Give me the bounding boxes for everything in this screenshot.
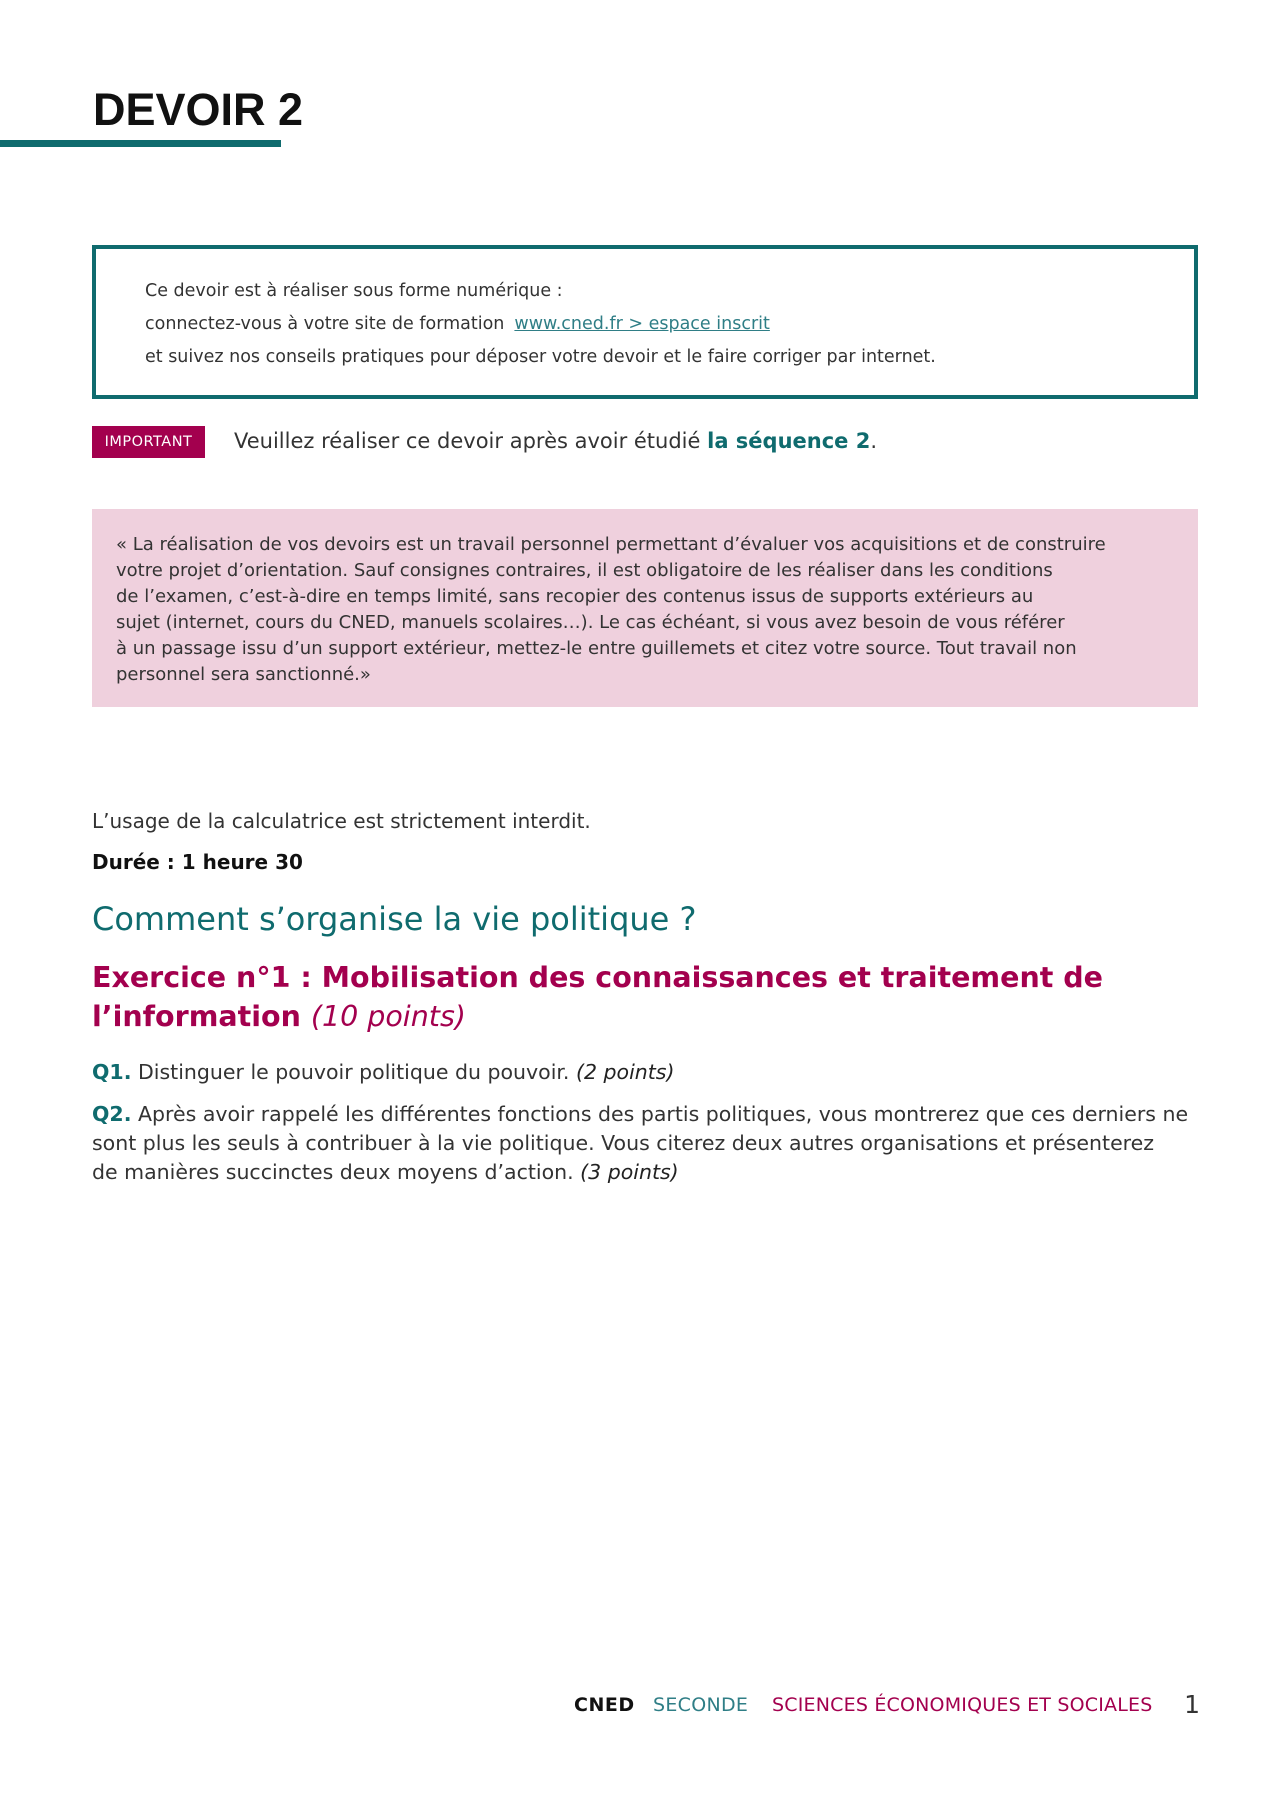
info-line-3: et suivez nos conseils pratiques pour déposer votre devoir et le faire corriger par internet. (145, 347, 936, 367)
question-2-line-3: de manières succinctes deux moyens d’action. (92, 1160, 581, 1184)
page-title: DEVOIR 2 (93, 84, 304, 135)
exercise-points: (10 points) (310, 1000, 466, 1033)
quote-line: sujet (internet, cours du CNED, manuels scolaires…). Le cas échéant, si vous avez besoin de vous référer (116, 612, 1065, 633)
question-2 (92, 1100, 1188, 1187)
section-title: Comment s’organise la vie politique ? (92, 900, 697, 938)
question-1-text: Distinguer le pouvoir politique du pouvoir. (131, 1060, 576, 1084)
exercise-title-text: Exercice n°1 : Mobilisation des connaissances et traitement de l’information (92, 961, 1104, 1033)
title-underline (0, 140, 281, 147)
footer-org: CNED (574, 1694, 635, 1716)
question-2-number: Q2. (92, 1102, 132, 1126)
important-notice (234, 424, 877, 458)
info-line-2 (145, 308, 1194, 341)
important-text-before: Veuillez réaliser ce devoir après avoir étudié (234, 429, 708, 453)
quote-line: à un passage issu d’un support extérieur, mettez-le entre guillemets et citez votre source. Tout travail non (116, 638, 1077, 659)
cned-site-link[interactable]: www.cned.fr > espace inscrit (514, 314, 770, 334)
submission-info-box (92, 245, 1198, 399)
exam-duration: Durée : 1 heure 30 (92, 850, 303, 874)
question-1 (92, 1058, 675, 1087)
calculator-notice: L’usage de la calculatrice est strictement interdit. (92, 809, 591, 833)
footer-subject: SCIENCES ÉCONOMIQUES ET SOCIALES (772, 1694, 1153, 1716)
page-footer (574, 1688, 1200, 1722)
question-2-points: (3 points) (580, 1160, 679, 1184)
question-2-line-1: Après avoir rappelé les différentes fonctions des partis politiques, vous montrerez que ces derniers ne (131, 1102, 1189, 1126)
important-text-after: . (870, 429, 878, 453)
page-number: 1 (1184, 1690, 1200, 1719)
question-2-line-2: sont plus les seuls à contribuer à la vie politique. Vous citerez deux autres organisations et présenterez (92, 1131, 1155, 1155)
question-1-number: Q1. (92, 1060, 132, 1084)
info-line-1: Ce devoir est à réaliser sous forme numérique : (145, 281, 563, 301)
footer-level: SECONDE (653, 1694, 749, 1716)
honor-statement-box (92, 509, 1198, 707)
info-line-2-text: connectez-vous à votre site de formation (145, 314, 505, 334)
quote-line: votre projet d’orientation. Sauf consignes contraires, il est obligatoire de les réaliser dans les conditions (116, 560, 1053, 581)
question-1-points: (2 points) (575, 1060, 675, 1084)
important-badge: IMPORTANT (92, 426, 205, 458)
quote-line: « La réalisation de vos devoirs est un travail personnel permettant d’évaluer vos acquisitions et de construire (116, 534, 1106, 555)
quote-line: personnel sera sanctionné.» (116, 664, 371, 685)
quote-line: de l’examen, c’est-à-dire en temps limité, sans recopier des contenus issus de supports extérieurs au (116, 586, 1034, 607)
important-sequence-highlight: la séquence 2 (707, 429, 871, 453)
exercise-title (92, 958, 1202, 1036)
